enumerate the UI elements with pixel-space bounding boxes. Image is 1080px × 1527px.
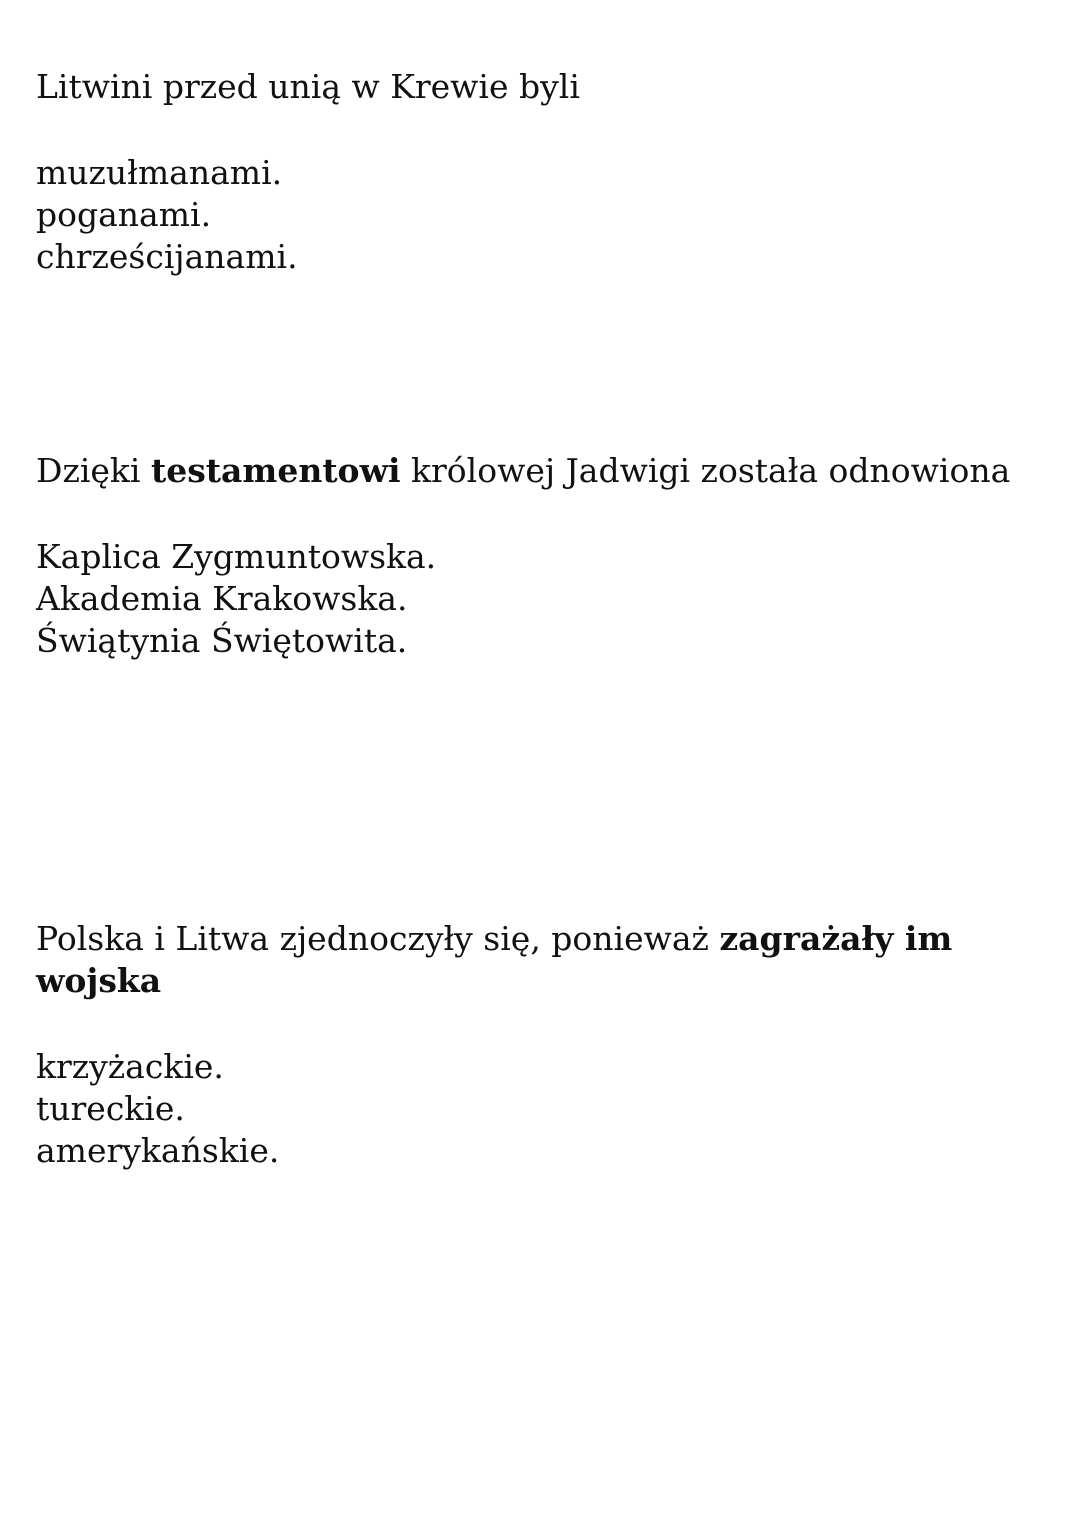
question-3 [36,918,1036,1172]
answer-option[interactable]: Kaplica Zygmuntowska. [36,537,437,576]
answer-option[interactable]: muzułmanami. [36,153,283,192]
answer-option[interactable]: poganami. [36,195,212,234]
answer-option[interactable]: chrześcijanami. [36,237,298,276]
answer-option[interactable]: amerykańskie. [36,1131,280,1170]
question-3-options [36,1046,1036,1172]
question-2-text-part: Dzięki [36,451,151,490]
answer-option[interactable]: Akademia Krakowska. [36,579,408,618]
question-1-text [36,66,1036,108]
question-1-options [36,152,1036,278]
question-2-text-part: królowej Jadwigi została odnowiona [400,451,1011,490]
question-2-text-emphasis: testamentowi [150,451,401,490]
answer-option[interactable]: krzyżackie. [36,1047,224,1086]
question-2-options [36,536,1036,662]
question-3-text-emphasis: zagrażały im wojska [36,919,953,1000]
answer-option[interactable]: Świątynia Świętowita. [36,621,408,660]
question-2 [36,450,1036,662]
question-3-text [36,918,1036,1002]
question-3-text-part: Polska i Litwa zjednoczyły się, ponieważ [36,919,720,958]
question-1-text-part: Litwini przed unią w Krewie byli [36,67,580,106]
question-1 [36,66,1036,278]
answer-option[interactable]: tureckie. [36,1089,185,1128]
question-2-text [36,450,1036,492]
